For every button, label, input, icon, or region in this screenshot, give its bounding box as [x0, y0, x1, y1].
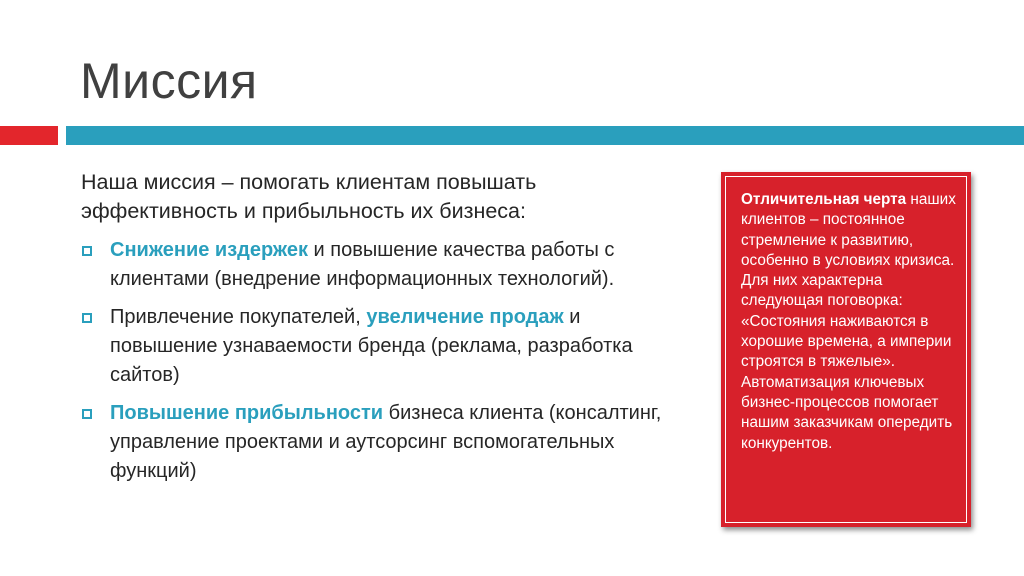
callout-body: наших клиентов – постоянное стремление к развитию, особенно в условиях кризиса. Для них характерна следующая поговорка: «Состояния наживаются в хорошие времена, а империи строятся в тяжелые». Автоматизация ключевых бизнес-процессов помогает нашим заказчикам опередить конкурентов. — [741, 191, 956, 452]
callout-box — [721, 172, 971, 527]
callout-text — [741, 190, 956, 454]
red-accent-bar — [0, 126, 58, 145]
bullet-highlight: Снижение издержек — [110, 239, 308, 261]
bullet-item-cost-reduction — [81, 236, 681, 294]
square-bullet-icon — [82, 313, 92, 323]
bullet-text-after: бизнеса клиента (консалтинг, управление проектами и аутсорсинг вспомогательных функций) — [110, 402, 662, 482]
bullet-item-sales-growth — [81, 303, 681, 390]
bullet-item-profitability — [81, 399, 681, 486]
slide-title: Миссия — [80, 53, 258, 109]
bullet-list — [81, 236, 681, 486]
bullet-text-after: и повышение качества работы с клиентами (внедрение информационных технологий). — [110, 239, 615, 290]
mission-statement: Наша миссия – помогать клиентам повышать эффективность и прибыльность их бизнеса: — [81, 170, 537, 223]
square-bullet-icon — [82, 246, 92, 256]
teal-accent-bar — [66, 126, 1024, 145]
bullet-text-before: Привлечение покупателей, — [110, 306, 367, 328]
square-bullet-icon — [82, 409, 92, 419]
bullet-text-after: и повышение узнаваемости бренда (реклама, разработка сайтов) — [110, 306, 633, 386]
bullet-highlight: увеличение продаж — [366, 306, 564, 328]
callout-lead: Отличительная черта — [741, 191, 907, 208]
bullet-highlight: Повышение прибыльности — [110, 402, 384, 424]
main-content — [81, 168, 681, 495]
